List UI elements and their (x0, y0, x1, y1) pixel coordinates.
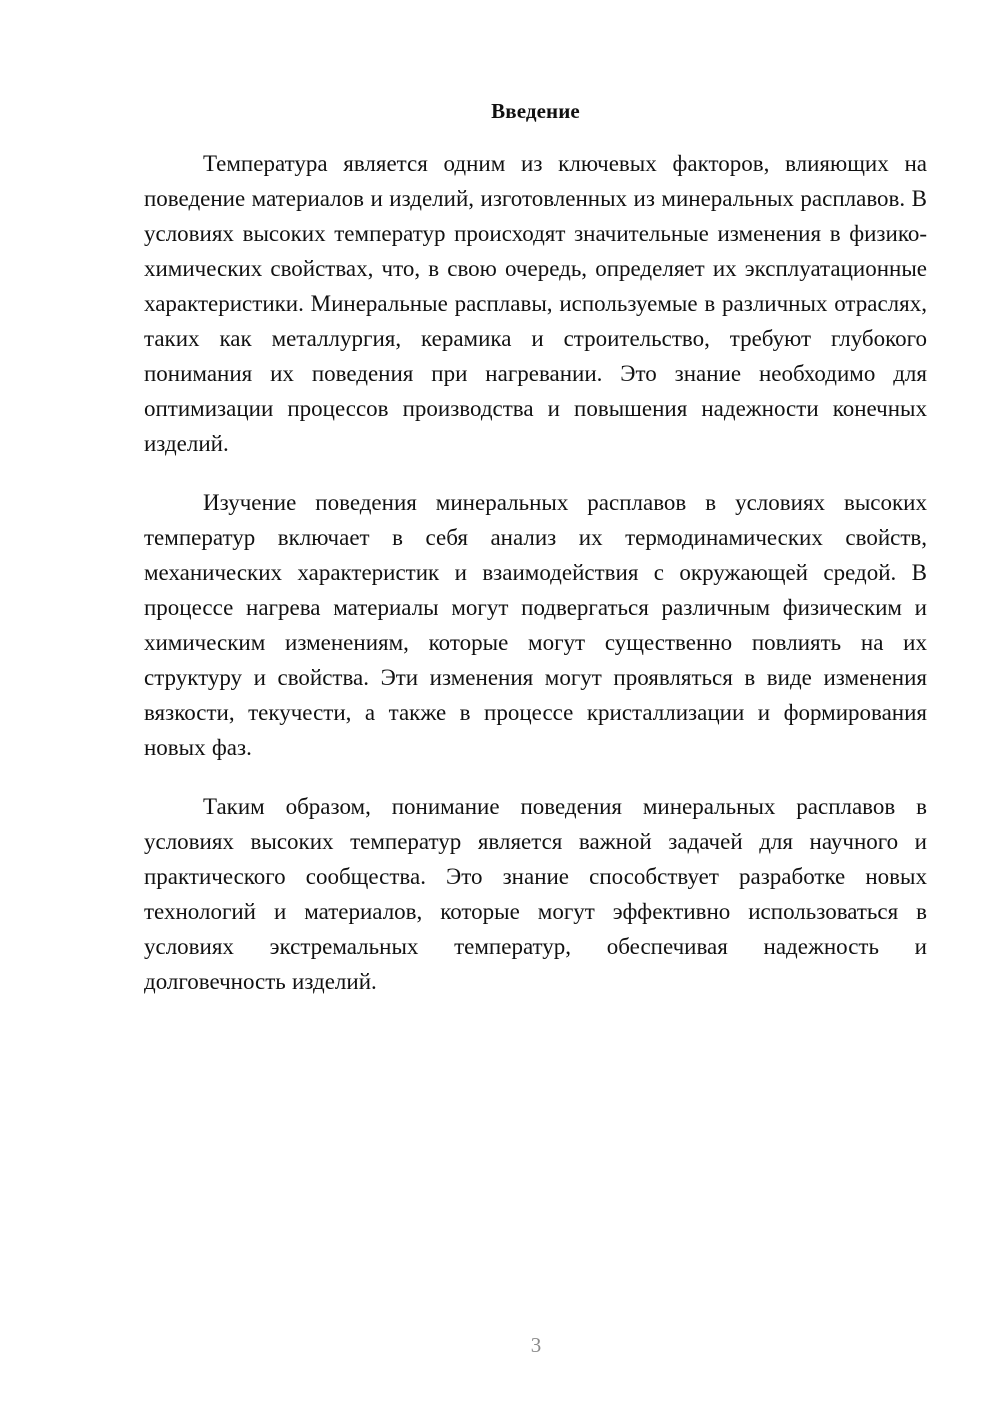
paragraph-3: Таким образом, понимание поведения минеральных расплавов в условиях высоких температур является важной задачей для научного и практического сообщества. Это знание способствует разработке новых технологий и материалов, которые могут эффективно использоваться в условиях экстремальных температур, обеспечивая надежность и долговечность изделий. (144, 794, 927, 994)
paragraph-1: Температура является одним из ключевых факторов, влияющих на поведение материалов и изделий, изготовленных из минеральных расплавов. В условиях высоких температур происходят значительные изменения в физико-химических свойствах, что, в свою очередь, определяет их эксплуатационные характеристики. Минеральные расплавы, используемые в различных отраслях, таких как металлургия, керамика и строительство, требуют глубокого понимания их поведения при нагревании. Это знание необходимо для оптимизации процессов производства и повышения надежности конечных изделий. (144, 151, 927, 456)
page-number: 3 (530, 1333, 542, 1357)
page-content (144, 98, 927, 1023)
paragraph-2: Изучение поведения минеральных расплавов в условиях высоких температур включает в себя анализ их термодинамических свойств, механических характеристик и взаимодействия с окружающей средой. В процессе нагрева материалы могут подвергаться различным физическим и химическим изменениям, которые могут существенно повлиять на их структуру и свойства. Эти изменения могут проявляться в виде изменения вязкости, текучести, а также в процессе кристаллизации и формирования новых фаз. (144, 490, 927, 760)
section-title: Введение (491, 99, 580, 123)
